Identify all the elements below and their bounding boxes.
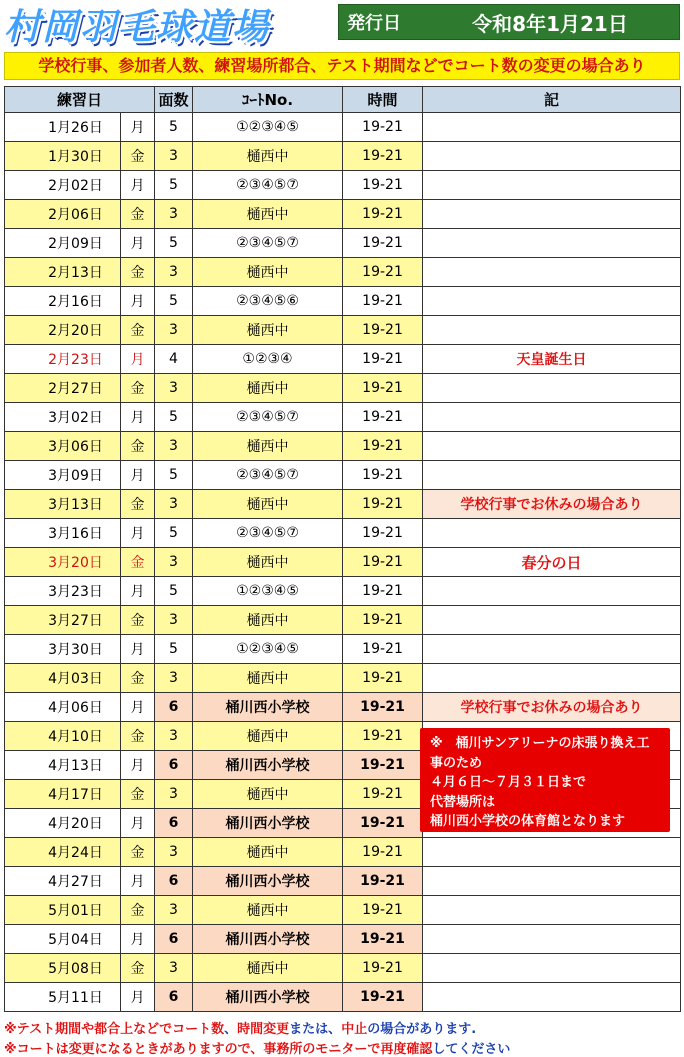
row-weekday: 月: [121, 403, 155, 432]
row-court-no: ①②③④⑤: [193, 113, 343, 142]
row-court-count: 4: [155, 345, 193, 374]
row-time: 19-21: [343, 954, 423, 983]
row-court-no: 樋西中: [193, 722, 343, 751]
row-date: 3月16日: [5, 519, 121, 548]
venue-change-notice: ※ 桶川サンアリーナの床張り換え工事のため ４月６日～７月３１日まで 代替場所は 桶川西小学校の体育館となります: [420, 728, 670, 832]
dojo-title: 村岡羽毛球道場: [4, 6, 271, 48]
row-time: 19-21: [343, 345, 423, 374]
row-date: 4月06日: [5, 693, 121, 722]
row-court-count: 5: [155, 635, 193, 664]
row-note: [423, 258, 681, 287]
row-time: 19-21: [343, 171, 423, 200]
row-note: [423, 142, 681, 171]
row-time: 19-21: [343, 635, 423, 664]
row-date: 3月30日: [5, 635, 121, 664]
issue-date-box: [338, 4, 680, 40]
row-court-no: 樋西中: [193, 316, 343, 345]
footer-text-segment: 時間変更: [237, 1022, 290, 1037]
table-row: [5, 635, 681, 664]
row-weekday: 金: [121, 606, 155, 635]
row-court-count: 3: [155, 142, 193, 171]
row-time: 19-21: [343, 258, 423, 287]
table-row: [5, 490, 681, 519]
footer-text-segment: 事務所のモニターで再度確認: [263, 1042, 433, 1057]
row-court-no: ②③④⑤⑦: [193, 229, 343, 258]
row-weekday: 金: [121, 548, 155, 577]
row-court-count: 3: [155, 838, 193, 867]
row-time: 19-21: [343, 577, 423, 606]
table-row: [5, 519, 681, 548]
table-row: [5, 345, 681, 374]
row-time: 19-21: [343, 200, 423, 229]
table-row: [5, 258, 681, 287]
row-date: 4月27日: [5, 867, 121, 896]
row-weekday: 金: [121, 780, 155, 809]
table-row: [5, 432, 681, 461]
row-note: [423, 229, 681, 258]
row-court-count: 3: [155, 954, 193, 983]
row-weekday: 金: [121, 954, 155, 983]
court-change-notice: 学校行事、参加者人数、練習場所都合、テスト期間などでコート数の変更の場合あり: [4, 52, 680, 80]
row-court-count: 5: [155, 577, 193, 606]
row-time: 19-21: [343, 664, 423, 693]
table-row: [5, 548, 681, 577]
table-row: [5, 983, 681, 1012]
row-time: 19-21: [343, 606, 423, 635]
row-time: 19-21: [343, 142, 423, 171]
row-court-no: 樋西中: [193, 258, 343, 287]
table-row: [5, 577, 681, 606]
row-time: 19-21: [343, 113, 423, 142]
row-weekday: 月: [121, 751, 155, 780]
row-court-count: 3: [155, 664, 193, 693]
row-court-count: 3: [155, 548, 193, 577]
table-row: [5, 896, 681, 925]
col-header-courts: 面数: [155, 87, 193, 113]
row-court-no: 樋西中: [193, 142, 343, 171]
row-note: [423, 113, 681, 142]
row-court-count: 3: [155, 780, 193, 809]
row-note: [423, 200, 681, 229]
row-court-no: 樋西中: [193, 490, 343, 519]
row-note: [423, 867, 681, 896]
col-header-court-no: ｺｰﾄNo.: [193, 87, 343, 113]
row-time: 19-21: [343, 693, 423, 722]
row-weekday: 月: [121, 693, 155, 722]
row-court-no: ②③④⑤⑦: [193, 171, 343, 200]
footer-text-segment: 、: [224, 1022, 238, 1037]
table-row: [5, 606, 681, 635]
row-note: [423, 838, 681, 867]
row-weekday: 月: [121, 287, 155, 316]
row-time: 19-21: [343, 751, 423, 780]
row-note: [423, 287, 681, 316]
row-note: [423, 403, 681, 432]
row-court-count: 5: [155, 287, 193, 316]
row-court-count: 5: [155, 113, 193, 142]
row-court-count: 3: [155, 200, 193, 229]
row-court-no: 樋西中: [193, 374, 343, 403]
row-weekday: 金: [121, 374, 155, 403]
row-weekday: 月: [121, 345, 155, 374]
col-header-note: 記: [423, 87, 681, 113]
row-weekday: 月: [121, 229, 155, 258]
row-court-no: 桶川西小学校: [193, 693, 343, 722]
footer-text-segment: の場合があります.: [367, 1022, 477, 1037]
row-court-no: 樋西中: [193, 432, 343, 461]
issue-label: 発行日: [347, 13, 401, 34]
row-weekday: 月: [121, 113, 155, 142]
row-date: 2月23日: [5, 345, 121, 374]
row-date: 4月20日: [5, 809, 121, 838]
row-weekday: 金: [121, 432, 155, 461]
row-court-count: 6: [155, 925, 193, 954]
row-date: 2月06日: [5, 200, 121, 229]
row-date: 3月27日: [5, 606, 121, 635]
footer-text-segment: または、: [289, 1022, 342, 1037]
row-court-no: ①②③④: [193, 345, 343, 374]
row-time: 19-21: [343, 519, 423, 548]
row-court-no: ②③④⑤⑦: [193, 519, 343, 548]
row-court-no: 樋西中: [193, 606, 343, 635]
row-time: 19-21: [343, 287, 423, 316]
row-weekday: 金: [121, 664, 155, 693]
row-time: 19-21: [343, 229, 423, 258]
row-court-count: 3: [155, 316, 193, 345]
row-date: 4月10日: [5, 722, 121, 751]
row-court-count: 6: [155, 983, 193, 1012]
row-court-no: 樋西中: [193, 780, 343, 809]
row-date: 3月02日: [5, 403, 121, 432]
row-note: 天皇誕生日: [423, 345, 681, 374]
table-row: [5, 316, 681, 345]
row-time: 19-21: [343, 867, 423, 896]
table-row: [5, 664, 681, 693]
row-court-count: 3: [155, 432, 193, 461]
row-court-no: ②③④⑤⑥: [193, 287, 343, 316]
row-date: 4月03日: [5, 664, 121, 693]
row-time: 19-21: [343, 983, 423, 1012]
row-court-no: 樋西中: [193, 200, 343, 229]
table-row: [5, 403, 681, 432]
row-court-no: 桶川西小学校: [193, 809, 343, 838]
row-court-count: 5: [155, 229, 193, 258]
row-court-no: 樋西中: [193, 548, 343, 577]
row-court-count: 3: [155, 374, 193, 403]
row-note: 学校行事でお休みの場合あり: [423, 490, 681, 519]
row-court-count: 5: [155, 461, 193, 490]
row-date: 5月01日: [5, 896, 121, 925]
row-date: 2月16日: [5, 287, 121, 316]
row-weekday: 月: [121, 925, 155, 954]
footer-note-2: [4, 1038, 510, 1057]
row-note: 学校行事でお休みの場合あり: [423, 693, 681, 722]
row-date: 3月23日: [5, 577, 121, 606]
row-date: 3月20日: [5, 548, 121, 577]
row-time: 19-21: [343, 374, 423, 403]
row-court-count: 3: [155, 606, 193, 635]
table-row: [5, 925, 681, 954]
row-court-count: 3: [155, 490, 193, 519]
row-time: 19-21: [343, 896, 423, 925]
table-row: [5, 954, 681, 983]
row-date: 4月13日: [5, 751, 121, 780]
row-note: [423, 374, 681, 403]
schedule-body: [5, 113, 681, 1012]
table-row: [5, 142, 681, 171]
row-court-no: 樋西中: [193, 838, 343, 867]
row-note: [423, 519, 681, 548]
row-note: [423, 432, 681, 461]
row-time: 19-21: [343, 780, 423, 809]
col-header-time: 時間: [343, 87, 423, 113]
row-date: 3月06日: [5, 432, 121, 461]
row-date: 1月30日: [5, 142, 121, 171]
row-court-no: ②③④⑤⑦: [193, 403, 343, 432]
row-court-no: 桶川西小学校: [193, 867, 343, 896]
table-row: [5, 287, 681, 316]
table-row: [5, 461, 681, 490]
row-court-count: 6: [155, 693, 193, 722]
row-note: [423, 461, 681, 490]
row-time: 19-21: [343, 432, 423, 461]
row-note: [423, 954, 681, 983]
footer-text-segment: ※コートは変更になるときがありますので、: [4, 1042, 264, 1057]
row-date: 2月09日: [5, 229, 121, 258]
col-header-date: 練習日: [5, 87, 155, 113]
table-row: [5, 171, 681, 200]
table-row: [5, 374, 681, 403]
table-row: [5, 867, 681, 896]
row-weekday: 月: [121, 635, 155, 664]
footer-text-segment: ※テスト期間や都合上などで: [4, 1022, 173, 1037]
row-weekday: 金: [121, 316, 155, 345]
row-note: [423, 577, 681, 606]
row-time: 19-21: [343, 316, 423, 345]
row-note: [423, 171, 681, 200]
footer-text-segment: してください: [432, 1042, 511, 1057]
row-weekday: 月: [121, 809, 155, 838]
row-note: [423, 983, 681, 1012]
table-row: [5, 113, 681, 142]
row-date: 2月13日: [5, 258, 121, 287]
row-time: 19-21: [343, 809, 423, 838]
row-note: [423, 606, 681, 635]
row-note: [423, 925, 681, 954]
row-weekday: 金: [121, 838, 155, 867]
row-court-count: 6: [155, 751, 193, 780]
issue-date: 令和8年1月21日: [472, 11, 628, 36]
table-header-row: [5, 87, 681, 113]
row-note: [423, 896, 681, 925]
row-time: 19-21: [343, 925, 423, 954]
row-court-no: 樋西中: [193, 954, 343, 983]
row-court-no: 樋西中: [193, 896, 343, 925]
table-row: [5, 838, 681, 867]
row-court-no: 桶川西小学校: [193, 983, 343, 1012]
row-date: 3月09日: [5, 461, 121, 490]
footer-text-segment: 中止: [341, 1022, 368, 1037]
row-date: 2月20日: [5, 316, 121, 345]
row-weekday: 月: [121, 867, 155, 896]
row-weekday: 金: [121, 490, 155, 519]
table-row: [5, 693, 681, 722]
row-court-count: 5: [155, 519, 193, 548]
row-date: 4月24日: [5, 838, 121, 867]
row-time: 19-21: [343, 490, 423, 519]
row-note: [423, 635, 681, 664]
row-weekday: 金: [121, 142, 155, 171]
row-court-count: 5: [155, 171, 193, 200]
row-weekday: 月: [121, 577, 155, 606]
row-note: [423, 316, 681, 345]
row-date: 2月27日: [5, 374, 121, 403]
row-court-no: 桶川西小学校: [193, 925, 343, 954]
row-court-count: 3: [155, 722, 193, 751]
row-date: 2月02日: [5, 171, 121, 200]
row-date: 5月08日: [5, 954, 121, 983]
row-weekday: 月: [121, 461, 155, 490]
row-court-no: ①②③④⑤: [193, 635, 343, 664]
footer-text-segment: コート数: [172, 1022, 225, 1037]
row-time: 19-21: [343, 722, 423, 751]
row-weekday: 金: [121, 896, 155, 925]
row-weekday: 金: [121, 200, 155, 229]
row-court-no: 樋西中: [193, 664, 343, 693]
row-weekday: 金: [121, 722, 155, 751]
row-court-no: 桶川西小学校: [193, 751, 343, 780]
row-note: [423, 664, 681, 693]
table-row: [5, 229, 681, 258]
row-time: 19-21: [343, 548, 423, 577]
row-court-count: 6: [155, 867, 193, 896]
row-time: 19-21: [343, 403, 423, 432]
row-court-count: 3: [155, 896, 193, 925]
table-row: [5, 200, 681, 229]
row-court-no: ①②③④⑤: [193, 577, 343, 606]
row-weekday: 金: [121, 258, 155, 287]
row-weekday: 月: [121, 983, 155, 1012]
row-weekday: 月: [121, 171, 155, 200]
footer-note-1: [4, 1018, 476, 1037]
row-date: 1月26日: [5, 113, 121, 142]
row-date: 3月13日: [5, 490, 121, 519]
row-date: 5月04日: [5, 925, 121, 954]
row-note: 春分の日: [423, 548, 681, 577]
row-time: 19-21: [343, 461, 423, 490]
row-court-count: 6: [155, 809, 193, 838]
practice-schedule-table: [4, 86, 681, 1012]
row-court-no: ②③④⑤⑦: [193, 461, 343, 490]
row-court-count: 5: [155, 403, 193, 432]
row-court-count: 3: [155, 258, 193, 287]
row-date: 5月11日: [5, 983, 121, 1012]
row-weekday: 月: [121, 519, 155, 548]
row-date: 4月17日: [5, 780, 121, 809]
row-time: 19-21: [343, 838, 423, 867]
